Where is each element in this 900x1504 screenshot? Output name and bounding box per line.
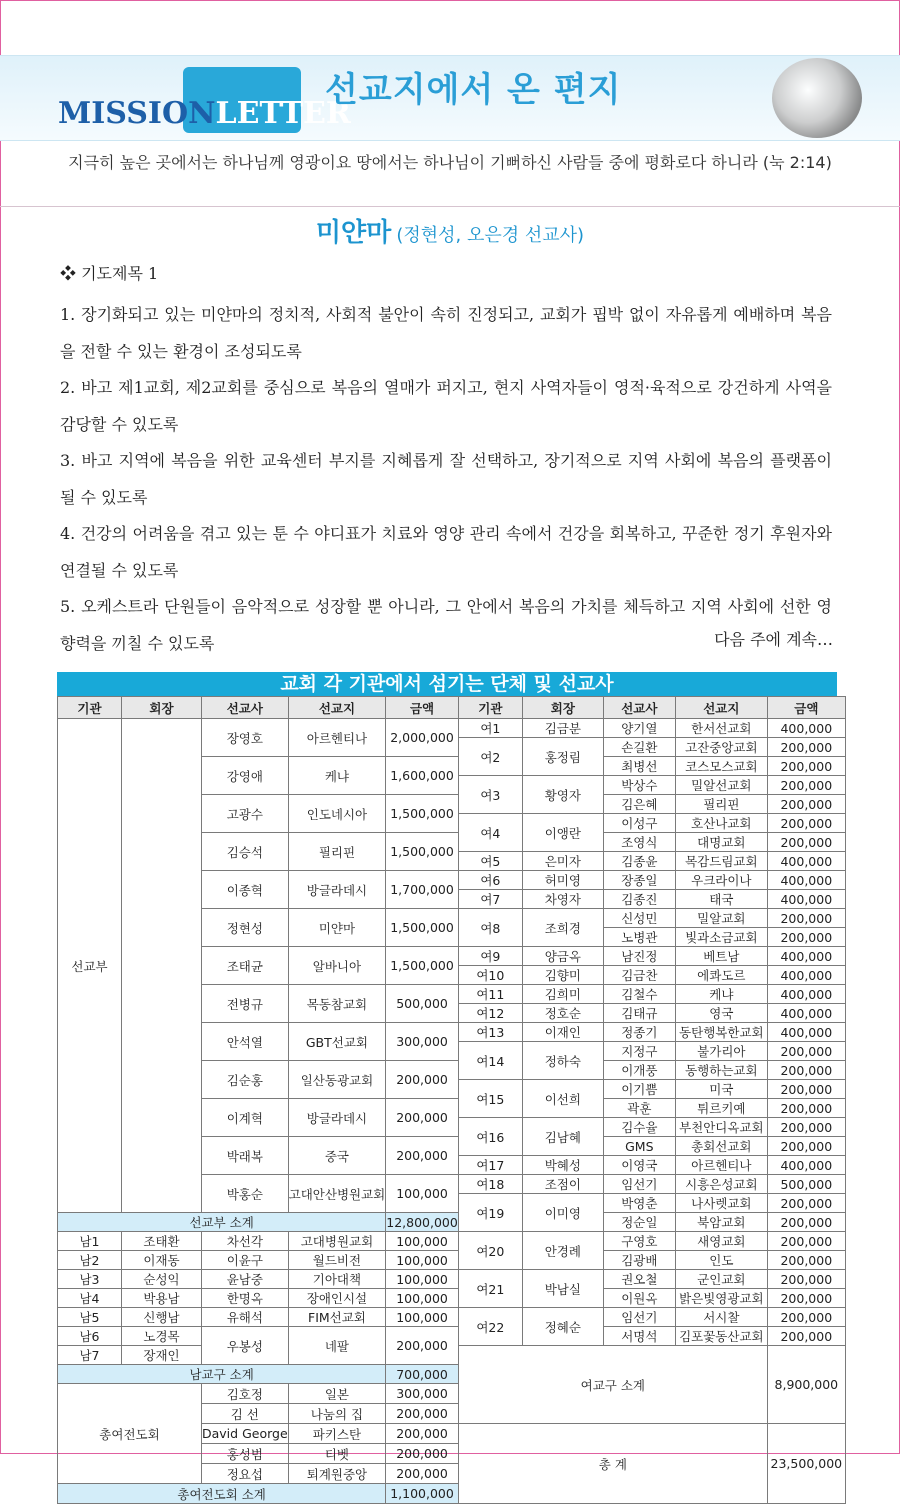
field-cell: 동탄행복한교회 [675,1023,767,1042]
head-cell: 이미영 [522,1194,603,1232]
bible-verse: 지극히 높은 곳에서는 하나님께 영광이요 땅에서는 하나님이 기뻐하신 사람들 중에 평화로다 하니라 (눅 2:14) [68,153,832,172]
amount-cell: 200,000 [767,1061,845,1080]
missionary-cell: 김순홍 [202,1061,289,1099]
org-cell: 여16 [458,1118,522,1156]
field-cell: 부천안디옥교회 [675,1118,767,1137]
field-cell: 아르헨티나 [675,1156,767,1175]
field-cell: 빛과소금교회 [675,928,767,947]
column-header: 회장 [122,697,202,719]
amount-cell: 200,000 [767,1308,845,1327]
amount-cell: 200,000 [767,776,845,795]
column-header: 선교사 [603,697,675,719]
amount-cell: 400,000 [767,852,845,871]
field-cell: 영국 [675,1004,767,1023]
head-cell: 은미자 [522,852,603,871]
amount-cell: 400,000 [767,1156,845,1175]
field-cell: 군인교회 [675,1270,767,1289]
logo-part2: LETTER [215,96,351,131]
field-cell: 인도 [675,1251,767,1270]
org-cell: 여10 [458,966,522,985]
head-cell: 차영자 [522,890,603,909]
table-cell: 박용남 [122,1289,202,1308]
field-cell: 불가리아 [675,1042,767,1061]
missionary-cell: 이계혁 [202,1099,289,1137]
prayer-item: 2. 바고 제1교회, 제2교회를 중심으로 복음의 열매가 퍼지고, 현지 사역자들이 영적·육적으로 강건하게 사역을 감당할 수 있도록 [60,378,832,434]
table-cell: 노경목 [122,1327,202,1346]
field-cell: 동행하는교회 [675,1061,767,1080]
table-cell: 장재인 [122,1346,202,1365]
field-cell: 새영교회 [675,1232,767,1251]
missionary-cell: 김광배 [603,1251,675,1270]
field-cell: 코스모스교회 [675,757,767,776]
amount-cell: 1,700,000 [386,871,459,909]
table-cell: 고대병원교회 [288,1232,386,1251]
missionary-cell: 최병선 [603,757,675,776]
amount-cell: 400,000 [767,890,845,909]
amount-cell: 500,000 [386,985,459,1023]
field-cell: 우크라이나 [675,871,767,890]
org-cell: 여12 [458,1004,522,1023]
amount-cell: 300,000 [386,1384,459,1404]
support-table [57,696,846,1504]
head-cell: 양금옥 [522,947,603,966]
amount-cell: 1,600,000 [386,757,459,795]
divider [0,206,900,207]
org-cell: 총여전도회 [58,1384,202,1484]
table-cell: 순성익 [122,1270,202,1289]
head-cell: 김금분 [522,719,603,738]
missionary-cell: 서명석 [603,1327,675,1346]
logo-part1: MISSION [58,96,216,131]
missionary-cell: David George [202,1424,289,1444]
org-cell: 여6 [458,871,522,890]
head-cell: 박남실 [522,1270,603,1308]
missionary-cell: GMS [603,1137,675,1156]
subtotal-amount: 8,900,000 [767,1346,845,1424]
field-cell: 중국 [288,1137,386,1175]
field-cell: 한서선교회 [675,719,767,738]
field-cell: 일본 [288,1384,386,1404]
field-cell: 미국 [675,1080,767,1099]
table-cell: 윤남중 [202,1270,289,1289]
amount-cell: 500,000 [767,1175,845,1194]
missionary-cell: 김수율 [603,1118,675,1137]
missionary-cell: 김 선 [202,1404,289,1424]
missionary-cell: 곽훈 [603,1099,675,1118]
amount-cell: 200,000 [767,1327,845,1346]
field-cell: 일산동광교회 [288,1061,386,1099]
amount-cell: 200,000 [767,1118,845,1137]
missionary-names: (정현성, 오은경 선교사) [396,225,585,246]
table-row [58,719,846,738]
field-cell: 호산나교회 [675,814,767,833]
column-header: 금액 [386,697,459,719]
field-cell: 고잔중앙교회 [675,738,767,757]
column-header: 선교지 [288,697,386,719]
amount-cell: 400,000 [767,947,845,966]
field-cell: 퇴계원중앙 [288,1464,386,1484]
field-cell: 목동참교회 [288,985,386,1023]
missionary-cell: 임선기 [603,1175,675,1194]
field-cell: 태국 [675,890,767,909]
missionary-cell: 이원옥 [603,1289,675,1308]
table-row [58,1232,846,1251]
field-cell: 케냐 [288,757,386,795]
column-header: 선교사 [202,697,289,719]
subtotal-label: 남교구 소계 [58,1365,386,1384]
globe-icon [772,58,862,138]
column-header: 기관 [458,697,522,719]
column-header: 선교지 [675,697,767,719]
prayer-item: 1. 장기화되고 있는 미얀마의 정치적, 사회적 불안이 속히 진정되고, 교회가 핍박 없이 자유롭게 예배하며 복음을 전할 수 있는 환경이 조성되도록 [60,305,832,361]
field-cell: 시흥은성교회 [675,1175,767,1194]
subtotal-amount: 1,100,000 [386,1484,459,1504]
field-cell: 북암교회 [675,1213,767,1232]
amount-cell: 200,000 [386,1099,459,1137]
field-cell: 네팔 [288,1327,386,1365]
head-cell: 조희경 [522,909,603,947]
field-cell: 고대안산병원교회 [288,1175,386,1213]
missionary-cell: 정종기 [603,1023,675,1042]
missionary-cell: 임선기 [603,1308,675,1327]
missionary-cell: 박상수 [603,776,675,795]
amount-cell: 1,500,000 [386,947,459,985]
field-cell: 필리핀 [675,795,767,814]
prayer-item: 3. 바고 지역에 복음을 위한 교육센터 부지를 지혜롭게 잘 선택하고, 장기적으로 지역 사회에 복음의 플랫폼이 될 수 있도록 [60,451,832,507]
amount-cell: 400,000 [767,719,845,738]
amount-cell: 200,000 [767,833,845,852]
field-cell: 방글라데시 [288,871,386,909]
org-cell: 여18 [458,1175,522,1194]
column-header: 기관 [58,697,122,719]
table-cell: 100,000 [386,1270,459,1289]
head-cell: 김향미 [522,966,603,985]
field-cell: 나눔의 집 [288,1404,386,1424]
table-row [58,1251,846,1270]
field-cell: 튀르키예 [675,1099,767,1118]
table-cell: 100,000 [386,1251,459,1270]
missionary-cell: 손길환 [603,738,675,757]
field-cell: 나사렛교회 [675,1194,767,1213]
amount-cell: 400,000 [767,1023,845,1042]
mission-letter-logo [58,96,351,131]
field-cell: GBT선교회 [288,1023,386,1061]
org-cell: 여9 [458,947,522,966]
amount-cell: 200,000 [386,1404,459,1424]
table-cell: 조태환 [122,1232,202,1251]
amount-cell: 200,000 [386,1061,459,1099]
missionary-cell: 홍성범 [202,1444,289,1464]
subtotal-label: 여교구 소계 [458,1346,767,1424]
support-table-title: 교회 각 기관에서 섬기는 단체 및 선교사 [57,672,837,696]
field-cell: 김포꽃동산교회 [675,1327,767,1346]
missionary-cell: 김호정 [202,1384,289,1404]
prayer-item: 5. 오케스트라 단원들이 음악적으로 성장할 뿐 아니라, 그 안에서 복음의 가치를 체득하고 지역 사회에 선한 영향력을 끼칠 수 있도록 [60,597,832,653]
org-cell: 여4 [458,814,522,852]
missionary-cell: 신성민 [603,909,675,928]
subtotal-label: 선교부 소계 [58,1213,386,1232]
column-header: 회장 [522,697,603,719]
org-cell: 여15 [458,1080,522,1118]
amount-cell: 200,000 [767,1042,845,1061]
prayer-item: 4. 건강의 어려움을 겪고 있는 툰 수 야디표가 치료와 영양 관리 속에서 건강을 회복하고, 꾸준한 정기 후원자와 연결될 수 있도록 [60,524,832,580]
org-cell: 여11 [458,985,522,1004]
amount-cell: 1,500,000 [386,795,459,833]
table-cell: 남1 [58,1232,122,1251]
missionary-cell: 권오철 [603,1270,675,1289]
table-cell: 월드비전 [288,1251,386,1270]
field-cell: 밝은빛영광교회 [675,1289,767,1308]
org-cell: 여20 [458,1232,522,1270]
country-heading [0,212,900,249]
missionary-cell: 장영호 [202,719,289,757]
table-cell: 남4 [58,1289,122,1308]
field-cell: 파키스탄 [288,1424,386,1444]
missionary-cell: 조태균 [202,947,289,985]
head-cell: 박혜성 [522,1156,603,1175]
table-row [58,1270,846,1289]
table-cell: 100,000 [386,1308,459,1327]
head-cell: 홍정림 [522,738,603,776]
table-cell: 100,000 [386,1289,459,1308]
table-cell: 남5 [58,1308,122,1327]
table-cell: 한명옥 [202,1289,289,1308]
missionary-cell: 구영호 [603,1232,675,1251]
table-row [58,1213,846,1232]
amount-cell: 100,000 [386,1175,459,1213]
amount-cell: 200,000 [767,757,845,776]
missionary-cell: 이영국 [603,1156,675,1175]
missionary-cell: 양기열 [603,719,675,738]
amount-cell: 400,000 [767,985,845,1004]
field-cell: 에콰도르 [675,966,767,985]
field-cell: 방글라데시 [288,1099,386,1137]
org-cell: 여7 [458,890,522,909]
missionary-cell: 정순일 [603,1213,675,1232]
missionary-cell: 강영애 [202,757,289,795]
missionary-cell: 조영식 [603,833,675,852]
table-cell: 남2 [58,1251,122,1270]
head-cell: 안경례 [522,1232,603,1270]
head-cell: 이선희 [522,1080,603,1118]
head-cell: 조점이 [522,1175,603,1194]
table-header-row [58,697,846,719]
field-cell: 베트남 [675,947,767,966]
table-cell: 이재동 [122,1251,202,1270]
missionary-cell: 노병관 [603,928,675,947]
amount-cell: 200,000 [767,1251,845,1270]
table-cell: 신행남 [122,1308,202,1327]
amount-cell: 200,000 [767,738,845,757]
table-cell: 남6 [58,1327,122,1346]
missionary-cell: 김은혜 [603,795,675,814]
head-cell [122,719,202,1213]
amount-cell: 200,000 [386,1444,459,1464]
amount-cell: 200,000 [767,1137,845,1156]
amount-cell: 200,000 [767,1289,845,1308]
missionary-cell: 안석열 [202,1023,289,1061]
amount-cell: 400,000 [767,871,845,890]
org-cell: 여21 [458,1270,522,1308]
amount-cell: 200,000 [386,1137,459,1175]
amount-cell: 200,000 [767,1270,845,1289]
missionary-cell: 김금찬 [603,966,675,985]
missionary-cell: 김철수 [603,985,675,1004]
org-cell: 여3 [458,776,522,814]
field-cell: 대명교회 [675,833,767,852]
subtotal-label: 총여전도회 소계 [58,1484,386,1504]
amount-cell: 300,000 [386,1023,459,1061]
missionary-cell: 지정구 [603,1042,675,1061]
amount-cell: 200,000 [386,1424,459,1444]
field-cell: 아르헨티나 [288,719,386,757]
field-cell: 필리핀 [288,833,386,871]
missionary-cell: 이개풍 [603,1061,675,1080]
field-cell: 밀알교회 [675,909,767,928]
field-cell: 인도네시아 [288,795,386,833]
amount-cell: 200,000 [767,795,845,814]
missionary-cell: 정현성 [202,909,289,947]
head-cell: 김남혜 [522,1118,603,1156]
amount-cell: 200,000 [767,1232,845,1251]
field-cell: 서시찰 [675,1308,767,1327]
amount-cell: 200,000 [767,909,845,928]
amount-cell: 400,000 [767,966,845,985]
field-cell: 알바니아 [288,947,386,985]
country-name: 미얀마 [315,218,392,248]
missionary-cell: 김태규 [603,1004,675,1023]
table-cell: 100,000 [386,1232,459,1251]
missionary-cell: 박영춘 [603,1194,675,1213]
amount-cell: 1,500,000 [386,909,459,947]
missionary-cell: 전병규 [202,985,289,1023]
head-cell: 정하숙 [522,1042,603,1080]
missionary-cell: 이종혁 [202,871,289,909]
org-cell: 여5 [458,852,522,871]
missionary-cell: 박래복 [202,1137,289,1175]
missionary-cell: 이성구 [603,814,675,833]
table-cell: FIM선교회 [288,1308,386,1327]
amount-cell: 400,000 [767,1004,845,1023]
org-cell: 여17 [458,1156,522,1175]
table-row [58,1308,846,1327]
missionary-cell: 김종윤 [603,852,675,871]
missionary-cell: 김승석 [202,833,289,871]
table-row [58,1289,846,1308]
missionary-cell: 남진정 [603,947,675,966]
field-cell: 목감드림교회 [675,852,767,871]
field-cell: 밀알선교회 [675,776,767,795]
org-cell: 여1 [458,719,522,738]
subtotal-amount: 700,000 [386,1365,459,1384]
amount-cell: 200,000 [767,928,845,947]
head-cell: 이앵란 [522,814,603,852]
table-row [58,1327,846,1346]
amount-cell: 200,000 [386,1327,459,1365]
head-cell: 황영자 [522,776,603,814]
page-title: 선교지에서 온 편지 [325,70,622,110]
head-cell: 김희미 [522,985,603,1004]
amount-cell: 200,000 [767,1194,845,1213]
column-header: 금액 [767,697,845,719]
org-cell: 여13 [458,1023,522,1042]
table-cell: 남3 [58,1270,122,1289]
subtotal-amount: 12,800,000 [386,1214,458,1230]
amount-cell: 2,000,000 [386,719,459,757]
field-cell: 케냐 [675,985,767,1004]
head-cell: 정호순 [522,1004,603,1023]
head-cell: 허미영 [522,871,603,890]
org-cell: 여8 [458,909,522,947]
org-cell: 여22 [458,1308,522,1346]
org-cell: 여14 [458,1042,522,1080]
table-cell: 이윤구 [202,1251,289,1270]
table-cell: 남7 [58,1346,122,1365]
amount-cell: 200,000 [767,1099,845,1118]
missionary-cell: 장종일 [603,871,675,890]
table-cell: 기아대책 [288,1270,386,1289]
head-cell: 정혜순 [522,1308,603,1346]
amount-cell: 200,000 [767,1080,845,1099]
amount-cell: 200,000 [386,1464,459,1484]
org-cell: 여2 [458,738,522,776]
amount-cell: 1,500,000 [386,833,459,871]
amount-cell: 200,000 [767,814,845,833]
org-cell: 선교부 [58,719,122,1213]
missionary-cell: 김종진 [603,890,675,909]
missionary-cell: 박홍순 [202,1175,289,1213]
field-cell: 총회선교회 [675,1137,767,1156]
org-cell: 여19 [458,1194,522,1232]
missionary-cell: 이기쁨 [603,1080,675,1099]
total-label: 총 계 [458,1424,767,1504]
total-amount: 23,500,000 [767,1424,845,1504]
prayer-heading: ❖ 기도제목 1 [60,264,159,283]
missionary-cell: 정요섭 [202,1464,289,1484]
field-cell: 미얀마 [288,909,386,947]
field-cell: 티벳 [288,1444,386,1464]
amount-cell: 200,000 [767,1213,845,1232]
table-cell: 유해석 [202,1308,289,1327]
table-cell: 장애인시설 [288,1289,386,1308]
prayer-list [60,297,832,662]
table-cell: 차선각 [202,1232,289,1251]
continued-note: 다음 주에 계속… [714,630,833,649]
head-cell: 이재인 [522,1023,603,1042]
missionary-cell: 우봉성 [202,1327,289,1365]
missionary-cell: 고광수 [202,795,289,833]
